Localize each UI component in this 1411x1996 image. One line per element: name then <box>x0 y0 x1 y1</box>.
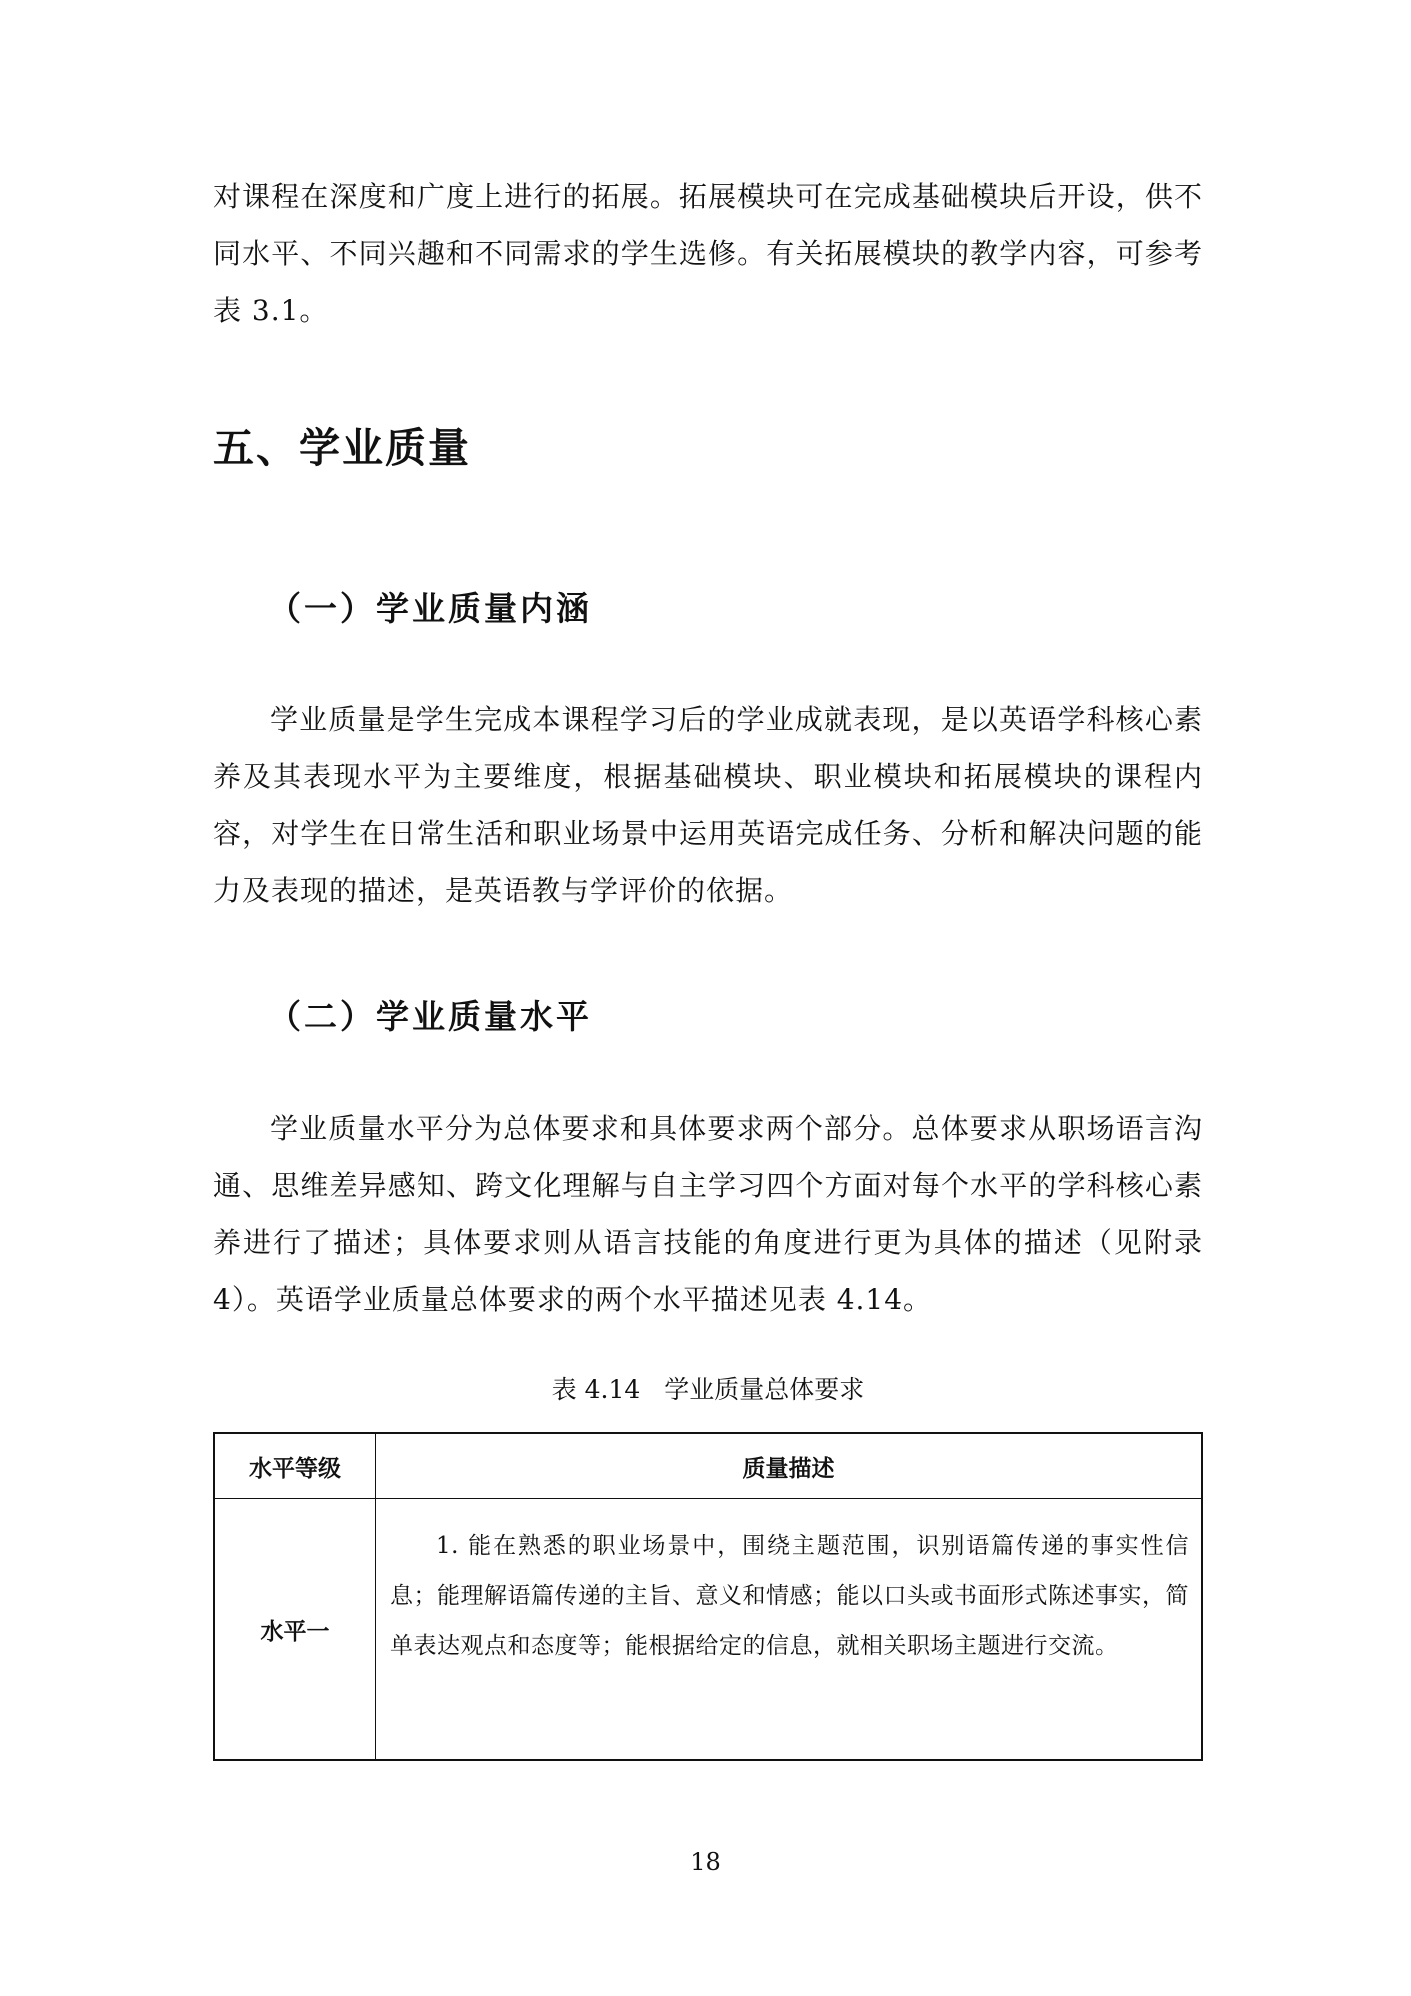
subsection-heading-connotation: （一）学业质量内涵 <box>268 589 592 628</box>
table-caption <box>213 1370 1203 1410</box>
header-level: 水平等级 <box>214 1433 376 1499</box>
connotation-paragraph: 学业质量是学生完成本课程学习后的学业成就表现，是以英语学科核心素养及其表现水平为主要维度，根据基础模块、职业模块和拓展模块的课程内容，对学生在日常生活和职业场景中运用英语完成任务、分析和解决问题的能力及表现的描述，是英语教与学评价的依据。 <box>213 703 1203 907</box>
table-header-row <box>214 1433 1202 1499</box>
page-number: 18 <box>690 1848 721 1876</box>
section-heading: 五、学业质量 <box>213 424 471 472</box>
header-description: 质量描述 <box>376 1433 1203 1499</box>
level-paragraph: 学业质量水平分为总体要求和具体要求两个部分。总体要求从职场语言沟通、思维差异感知、跨文化理解与自主学习四个方面对每个水平的学科核心素养进行了描述；具体要求则从语言技能的角度进行更为具体的描述（见附录 4）。英语学业质量总体要求的两个水平描述见表 4.14。 <box>213 1112 1203 1316</box>
table-caption-number: 表 4.14 <box>551 1375 641 1404</box>
row-level-cell: 水平一 <box>214 1499 376 1761</box>
table-caption-title: 学业质量总体要求 <box>664 1375 865 1404</box>
row-description-cell: 1. 能在熟悉的职业场景中，围绕主题范围，识别语篇传递的事实性信息；能理解语篇传递的主旨、意义和情感；能以口头或书面形式陈述事实，简单表达观点和态度等；能根据给定的信息，就相关职场主题进行交流。 <box>376 1499 1203 1761</box>
intro-paragraph: 对课程在深度和广度上进行的拓展。拓展模块可在完成基础模块后开设，供不同水平、不同兴趣和不同需求的学生选修。有关拓展模块的教学内容，可参考表 3.1。 <box>213 180 1203 327</box>
quality-requirements-table <box>213 1432 1203 1761</box>
table-row <box>214 1499 1202 1761</box>
subsection-heading-level: （二）学业质量水平 <box>268 997 592 1036</box>
